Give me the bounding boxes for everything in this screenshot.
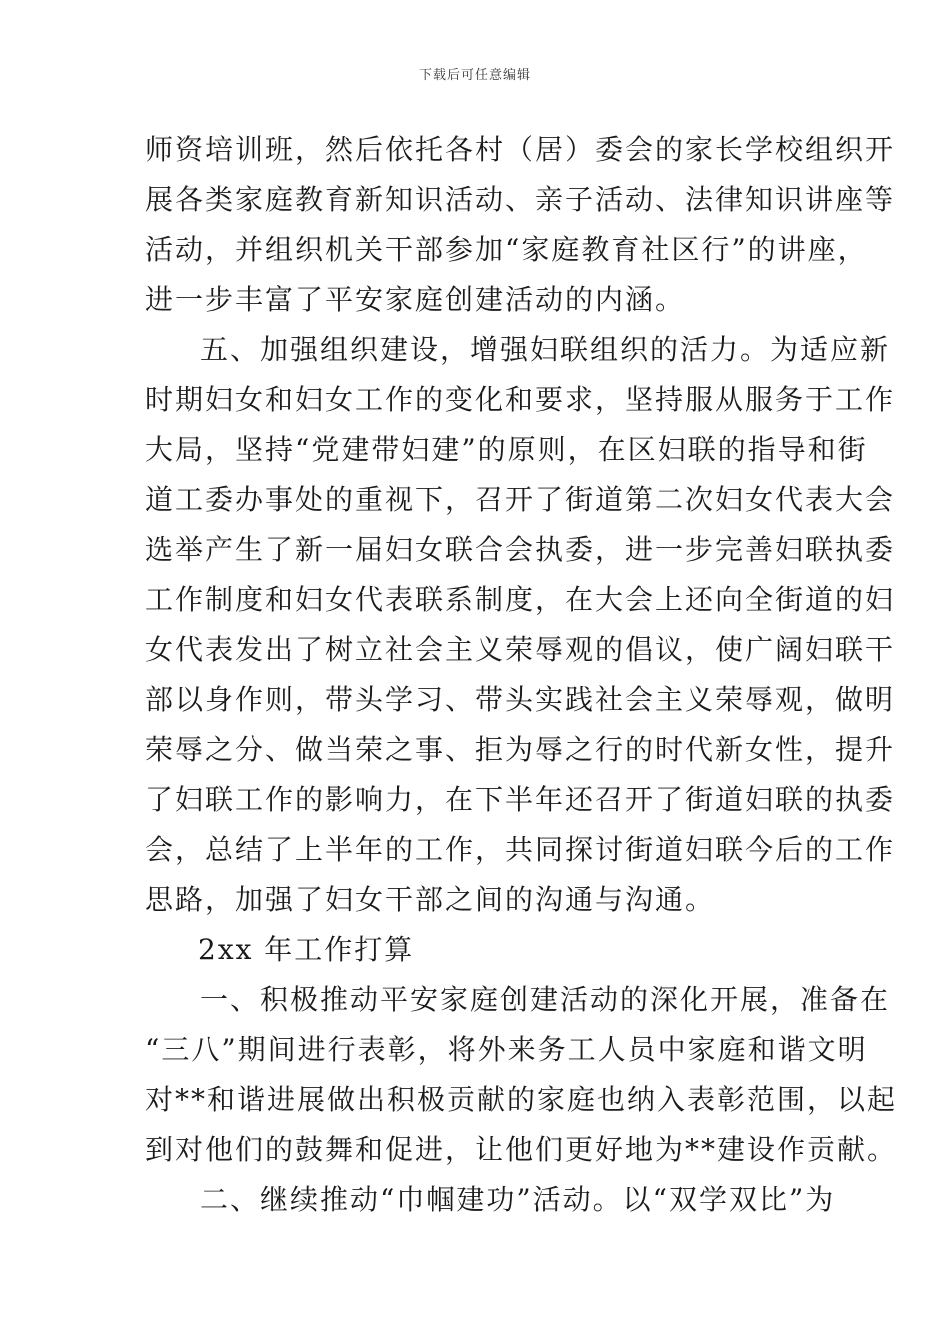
text-line: 到对他们的鼓舞和促进，让他们更好地为**建设作贡献。: [145, 1133, 898, 1166]
section-heading: 2xx 年工作打算: [198, 933, 415, 966]
text-line: 展各类家庭教育新知识活动、亲子活动、法律知识讲座等: [145, 183, 896, 216]
text-line: 五、加强组织建设，增强妇联组织的活力。为适应新: [200, 333, 891, 366]
text-line: “三八”期间进行表彰，将外来务工人员中家庭和谐文明: [145, 1033, 868, 1066]
text-line: 会，总结了上半年的工作，共同探讨街道妇联今后的工作: [145, 833, 896, 866]
text-line: 大局，坚持“党建带妇建”的原则，在区妇联的指导和街: [145, 433, 868, 466]
text-line: 了妇联工作的影响力，在下半年还召开了街道妇联的执委: [145, 783, 896, 816]
text-line: 工作制度和妇女代表联系制度，在大会上还向全街道的妇: [145, 583, 896, 616]
text-line: 活动，并组织机关干部参加“家庭教育社区行”的讲座，: [145, 233, 868, 266]
page-header: 下载后可任意编辑: [418, 68, 531, 83]
text-line: 时期妇女和妇女工作的变化和要求，坚持服从服务于工作: [145, 383, 896, 416]
text-line: 师资培训班，然后依托各村（居）委会的家长学校组织开: [145, 133, 896, 166]
text-line: 一、积极推动平安家庭创建活动的深化开展，准备在: [200, 983, 891, 1016]
text-line: 选举产生了新一届妇女联合会执委，进一步完善妇联执委: [145, 533, 896, 566]
text-line: 部以身作则，带头学习、带头实践社会主义荣辱观，做明: [145, 683, 896, 716]
text-line: 二、继续推动“巾帼建功”活动。以“双学双比”为: [200, 1183, 836, 1216]
text-line: 女代表发出了树立社会主义荣辱观的倡议，使广阔妇联干: [145, 633, 896, 666]
text-line: 荣辱之分、做当荣之事、拒为辱之行的时代新女性，提升: [145, 733, 896, 766]
text-line: 道工委办事处的重视下，召开了街道第二次妇女代表大会: [145, 483, 896, 516]
text-line: 进一步丰富了平安家庭创建活动的内涵。: [145, 283, 686, 316]
text-line: 对**和谐进展做出积极贡献的家庭也纳入表彰范围，以起: [145, 1083, 898, 1116]
text-line: 思路，加强了妇女干部之间的沟通与沟通。: [145, 883, 716, 916]
